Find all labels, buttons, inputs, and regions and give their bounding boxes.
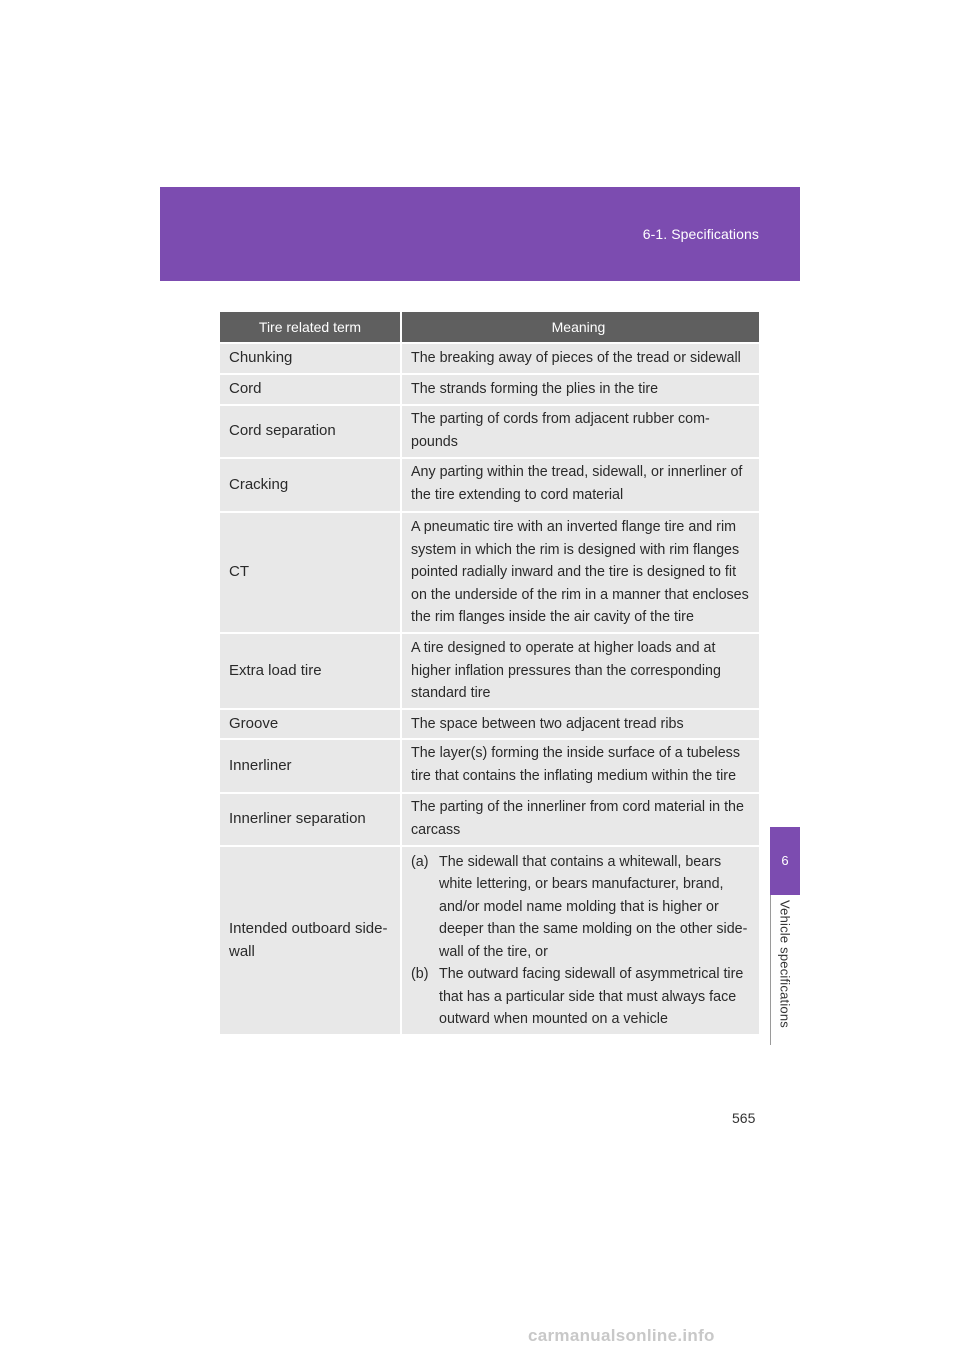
list-item-label: (b) bbox=[411, 966, 429, 982]
meaning-list bbox=[411, 851, 755, 1031]
term-cell: Innerliner bbox=[229, 756, 292, 774]
term-cell: Cracking bbox=[229, 475, 289, 493]
list-item-text: The sidewall that contains a whitewall, bears white lettering, or bears manufacturer, brand, and/or model name molding that is higher or deeper than the same molding on the other side- wall of the tire, or bbox=[439, 853, 748, 960]
list-item-label: (a) bbox=[411, 853, 429, 870]
term-cell: Intended outboard side- wall bbox=[229, 920, 388, 960]
term-cell: Chunking bbox=[229, 349, 293, 367]
table-row bbox=[220, 511, 759, 632]
table-row bbox=[220, 708, 759, 738]
table-row bbox=[220, 632, 759, 708]
column-header-term: Tire related term bbox=[258, 318, 362, 335]
term-cell: Cord bbox=[229, 380, 262, 398]
column-header-meaning: Meaning bbox=[400, 312, 759, 342]
term-cell: Extra load tire bbox=[229, 661, 322, 679]
table-row bbox=[220, 845, 759, 1034]
watermark: carmanualsonline.info bbox=[528, 1326, 715, 1345]
meaning-cell: The parting of the innerliner from cord material in the carcass bbox=[411, 799, 744, 838]
chapter-tab: 6 bbox=[770, 827, 800, 895]
meaning-cell: Any parting within the tread, sidewall, or innerliner of the tire extending to cord material bbox=[411, 464, 743, 503]
header-band bbox=[160, 187, 800, 281]
table-row bbox=[220, 792, 759, 845]
meaning-cell: A pneumatic tire with an inverted flange tire and rim system in which the rim is designed with rim flanges pointed radially inward and the tire is designed to fit on the underside of the rim in a manner that encloses the rim flanges inside the air cavity of the tire bbox=[411, 519, 749, 626]
page-number: 565 bbox=[732, 1110, 756, 1126]
chapter-label: Vehicle specifications bbox=[777, 900, 793, 1028]
side-divider bbox=[770, 895, 771, 1045]
table-row bbox=[220, 342, 759, 373]
term-cell: Groove bbox=[229, 714, 279, 732]
table-header-row bbox=[220, 312, 759, 342]
meaning-cell: A tire designed to operate at higher loads and at higher inflation pressures than the corresponding standard tire bbox=[411, 640, 721, 702]
list-item-text: The outward facing sidewall of asymmetrical tire that has a particular side that must always face outward when mounted on a vehicle bbox=[439, 966, 744, 1027]
table-row bbox=[220, 457, 759, 511]
section-title: 6-1. Specifications bbox=[642, 226, 759, 242]
meaning-cell: The breaking away of pieces of the tread or sidewall bbox=[411, 350, 741, 367]
table-row bbox=[220, 373, 759, 404]
term-cell: Innerliner separation bbox=[229, 810, 366, 828]
table-row bbox=[220, 404, 759, 457]
meaning-cell: The layer(s) forming the inside surface of a tubeless tire that contains the inflating medium within the tire bbox=[411, 745, 740, 784]
list-item bbox=[411, 851, 755, 964]
meaning-cell: The parting of cords from adjacent rubber com- pounds bbox=[411, 411, 710, 450]
meaning-cell: The strands forming the plies in the tire bbox=[411, 381, 659, 398]
meaning-cell: The space between two adjacent tread ribs bbox=[411, 715, 684, 732]
list-item bbox=[411, 963, 755, 1031]
table-row bbox=[220, 738, 759, 792]
term-cell: CT bbox=[229, 563, 249, 581]
term-cell: Cord separation bbox=[229, 422, 336, 440]
tire-terms-table bbox=[220, 312, 759, 1034]
